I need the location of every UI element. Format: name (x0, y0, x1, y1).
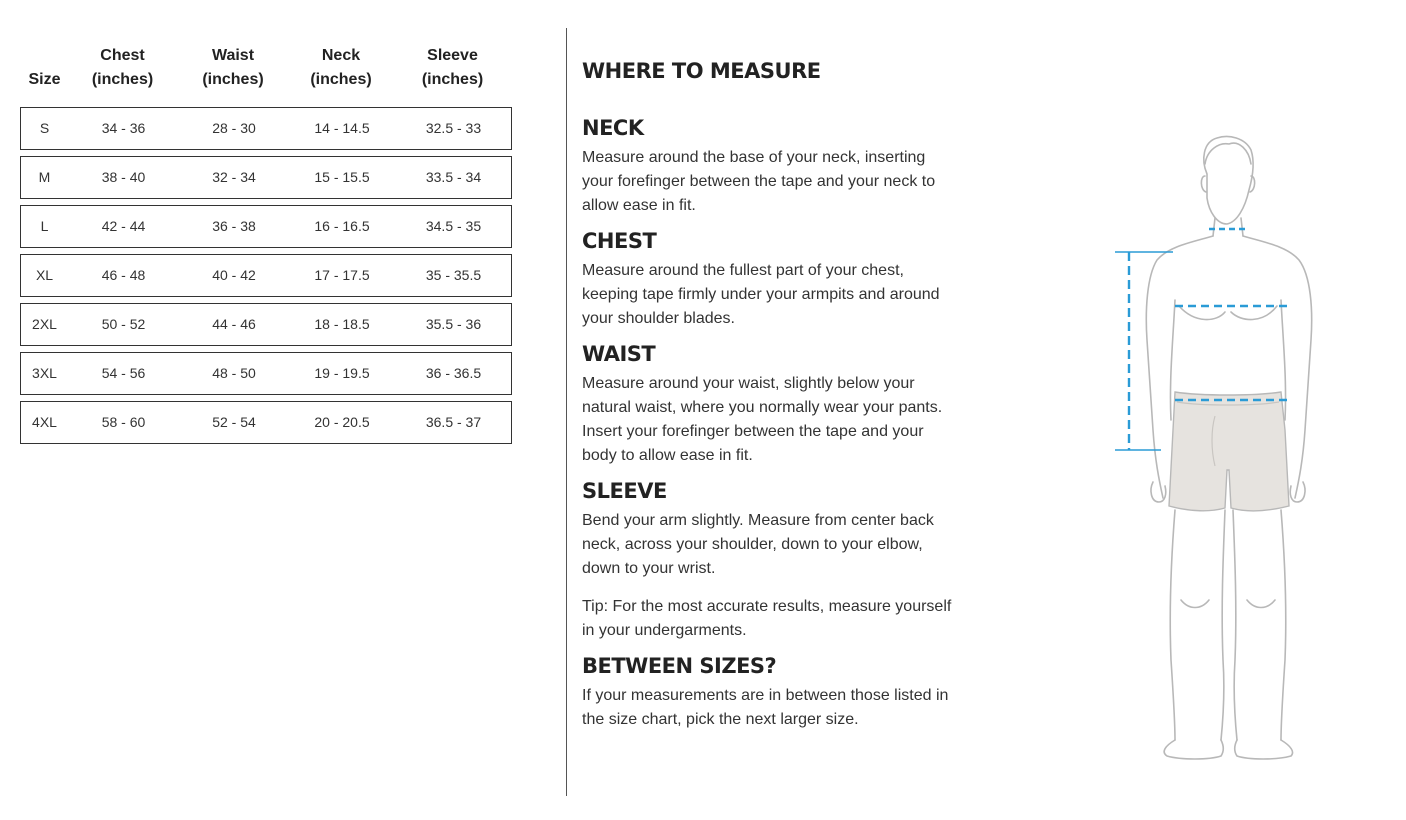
header-neck-label: Neck (321, 47, 361, 64)
cell-chest: 34 - 36 (101, 120, 146, 136)
column-divider (566, 28, 567, 796)
table-row (20, 156, 512, 199)
cell-size: 3XL (32, 365, 57, 381)
header-size: Size (28, 71, 61, 88)
cell-chest: 46 - 48 (101, 267, 146, 283)
chest-heading: CHEST (582, 229, 657, 253)
cell-sleeve: 36 - 36.5 (425, 365, 482, 381)
cell-chest: 58 - 60 (101, 414, 146, 430)
table-row (20, 107, 512, 150)
cell-waist: 52 - 54 (212, 414, 256, 430)
cell-size: L (40, 218, 49, 234)
header-neck (303, 44, 379, 92)
cell-waist: 36 - 38 (212, 218, 256, 234)
cell-waist: 32 - 34 (212, 169, 256, 185)
cell-waist: 48 - 50 (212, 365, 256, 381)
waist-heading: WAIST (582, 342, 656, 366)
between-sizes-text: If your measurements are in between those listed in the size chart, pick the next larger size. (582, 687, 949, 728)
cell-size: S (39, 120, 50, 136)
cell-size: XL (35, 267, 54, 283)
size-chart-header (20, 44, 512, 92)
table-row (20, 205, 512, 248)
cell-sleeve: 35 - 35.5 (425, 267, 482, 283)
cell-waist: 44 - 46 (212, 316, 256, 332)
cell-sleeve: 35.5 - 36 (425, 316, 482, 332)
between-sizes-heading: BETWEEN SIZES? (582, 654, 777, 678)
sleeve-instructions: Bend your arm slightly. Measure from center back neck, across your shoulder, down to your elbow, down to your wrist. (582, 512, 934, 577)
cell-waist: 40 - 42 (212, 267, 256, 283)
header-chest-label: Chest (100, 47, 145, 64)
size-chart-table (20, 44, 512, 430)
measure-tip: Tip: For the most accurate results, measure yourself in your undergarments. (582, 598, 952, 639)
table-row (20, 352, 512, 395)
body-measurement-figure-icon (1105, 130, 1345, 770)
cell-neck: 18 - 18.5 (314, 316, 370, 332)
size-chart-rows (20, 107, 512, 444)
cell-neck: 15 - 15.5 (314, 169, 370, 185)
header-sleeve (412, 44, 493, 92)
chest-instructions: Measure around the fullest part of your chest, keeping tape firmly under your armpits and around your shoulder blades. (582, 262, 940, 327)
header-sleeve-label: Sleeve (427, 47, 478, 64)
sleeve-heading: SLEEVE (582, 479, 667, 503)
cell-chest: 54 - 56 (101, 365, 146, 381)
cell-chest: 38 - 40 (101, 169, 146, 185)
cell-neck: 19 - 19.5 (314, 365, 370, 381)
cell-size: 4XL (32, 414, 57, 430)
cell-sleeve: 33.5 - 34 (425, 169, 482, 185)
cell-neck: 17 - 17.5 (314, 267, 370, 283)
cell-neck: 16 - 16.5 (314, 218, 370, 234)
header-waist (200, 44, 266, 92)
header-waist-unit: (inches) (202, 71, 264, 88)
waist-instructions: Measure around your waist, slightly below your natural waist, where you normally wear your pants. Insert your forefinger between the tape and your body to allow ease in fit. (582, 375, 943, 464)
header-sleeve-unit: (inches) (421, 71, 484, 88)
guide-title: WHERE TO MEASURE (582, 59, 821, 83)
header-neck-unit: (inches) (310, 71, 372, 88)
header-chest-unit: (inches) (91, 71, 154, 88)
cell-size: 2XL (32, 316, 57, 332)
cell-sleeve: 36.5 - 37 (425, 414, 482, 430)
table-row (20, 401, 512, 444)
table-row (20, 254, 512, 297)
cell-sleeve: 34.5 - 35 (425, 218, 482, 234)
header-waist-label: Waist (211, 47, 255, 64)
measure-guide (582, 56, 952, 740)
cell-waist: 28 - 30 (212, 120, 256, 136)
cell-size: M (38, 169, 51, 185)
cell-neck: 14 - 14.5 (314, 120, 370, 136)
cell-chest: 50 - 52 (101, 316, 146, 332)
table-row (20, 303, 512, 346)
cell-chest: 42 - 44 (101, 218, 146, 234)
neck-heading: NECK (582, 116, 644, 140)
neck-instructions: Measure around the base of your neck, inserting your forefinger between the tape and your neck to allow ease in fit. (582, 149, 936, 214)
header-chest (90, 44, 155, 92)
cell-neck: 20 - 20.5 (314, 414, 370, 430)
cell-sleeve: 32.5 - 33 (425, 120, 482, 136)
